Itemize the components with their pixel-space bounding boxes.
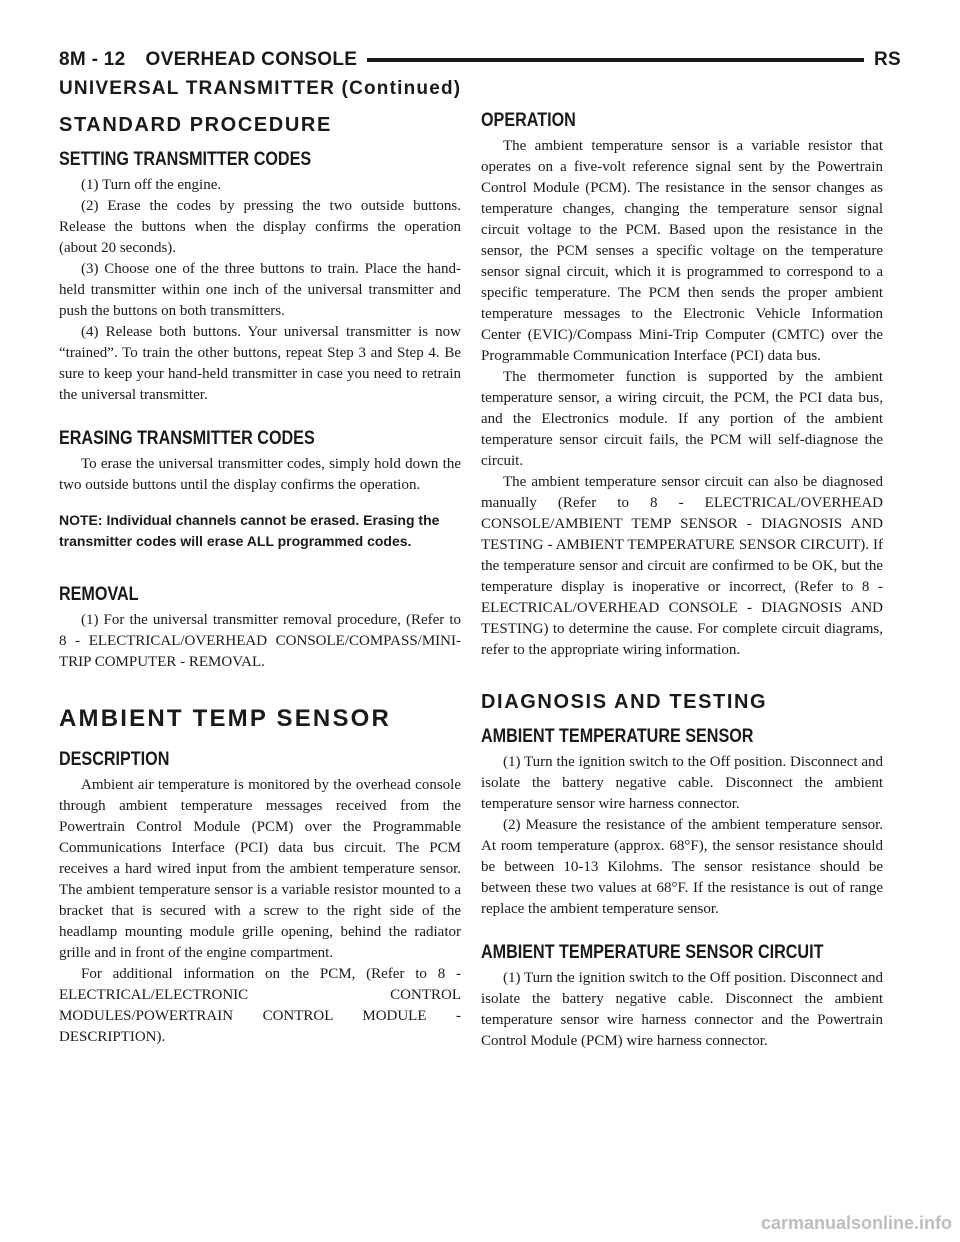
setting-step-1: (1) Turn off the engine.	[81, 177, 222, 193]
note-text: NOTE: Individual channels cannot be erased. Erasing the transmitter codes will erase ALL programmed codes.	[59, 512, 440, 549]
sensor-step-1: (1) Turn the ignition switch to the Off position. Disconnect and isolate the battery negative cable. Disconnect the ambient temperature sensor wire harness connector.	[481, 754, 883, 812]
diagnosis-testing-heading: DIAGNOSIS AND TESTING	[481, 691, 768, 713]
erasing-text: To erase the universal transmitter codes, simply hold down the two outside buttons until the display confirms the operation.	[59, 456, 461, 493]
description-heading: DESCRIPTION	[59, 749, 170, 770]
operation-paragraph-1: The ambient temperature sensor is a variable resistor that operates on a five-volt reference signal sent by the Powertrain Control Module (PCM). The resistance in the sensor changes as temperature changes, changing the temperature sensor signal circuit voltage to the PCM. Based upon the resistance in the sensor, the PCM senses a specific voltage on the temperature sensor signal circuit, which it is programmed to correspond to a specific temperature. The PCM then sends the proper ambient temperature messages to the Electronic Vehicle Information Center (EVIC)/Compass Mini-Trip Computer (CMTC) over the Programmable Communication Interface (PCI) data bus.	[481, 138, 883, 364]
setting-step-2: (2) Erase the codes by pressing the two outside buttons. Release the buttons when the display confirms the operation (about 20 seconds).	[59, 198, 461, 256]
header-rule	[367, 58, 864, 62]
right-column	[481, 110, 883, 1052]
operation-heading: OPERATION	[481, 110, 576, 131]
section-title: OVERHEAD CONSOLE	[145, 49, 358, 70]
standard-procedure-heading: STANDARD PROCEDURE	[59, 114, 332, 136]
removal-text: (1) For the universal transmitter removal procedure, (Refer to 8 - ELECTRICAL/OVERHEAD CONSOLE/COMPASS/MINI-TRIP COMPUTER - REMOVAL.	[59, 612, 461, 670]
operation-paragraph-2: The thermometer function is supported by the ambient temperature sensor, a wiring circuit, the PCM, the PCI data bus, and the Electronics module. If any portion of the ambient temperature sensor circuit fails, the PCM will self-diagnose the circuit.	[481, 369, 883, 469]
description-paragraph-1: Ambient air temperature is monitored by the overhead console through ambient temperature messages received from the Powertrain Control Module (PCM) over the Programmable Communications Interface (PCI) data bus circuit. The PCM receives a hard wired input from the ambient temperature sensor. The ambient temperature sensor is a variable resistor mounted to a bracket that is secured with a screw to the right side of the headlamp mounting module grille opening, behind the radiator grille and in front of the engine compartment.	[59, 777, 461, 961]
page-header	[59, 48, 901, 72]
left-column	[59, 110, 461, 1048]
removal-heading: REMOVAL	[59, 584, 139, 605]
description-paragraph-2: For additional information on the PCM, (Refer to 8 - ELECTRICAL/ELECTRONIC CONTROL MODULES/POWERTRAIN CONTROL MODULE - DESCRIPTION).	[59, 966, 461, 1045]
setting-codes-heading: SETTING TRANSMITTER CODES	[59, 149, 312, 170]
sensor-step-2: (2) Measure the resistance of the ambient temperature sensor. At room temperature (approx. 68°F), the sensor resistance should be between 10-13 Kilohms. The sensor resistance should be between these two values at 68°F. If the resistance is out of range replace the ambient temperature sensor.	[481, 817, 883, 917]
continued-title: UNIVERSAL TRANSMITTER (Continued)	[59, 78, 462, 99]
model-code: RS	[874, 49, 901, 70]
ambient-sensor-circuit-heading: AMBIENT TEMPERATURE SENSOR CIRCUIT	[481, 942, 824, 963]
erasing-codes-heading: ERASING TRANSMITTER CODES	[59, 428, 315, 449]
circuit-step-1: (1) Turn the ignition switch to the Off position. Disconnect and isolate the battery negative cable. Disconnect the ambient temperature sensor wire harness connector and the Powertrain Control Module (PCM) wire harness connector.	[481, 970, 883, 1049]
setting-step-4: (4) Release both buttons. Your universal transmitter is now “trained”. To train the other buttons, repeat Step 3 and Step 4. Be sure to keep your hand-held transmitter in case you need to retrain the universal transmitter.	[59, 324, 461, 403]
setting-step-3: (3) Choose one of the three buttons to train. Place the hand-held transmitter within one inch of the universal transmitter and push the buttons on both transmitters.	[59, 261, 461, 319]
page-number: 8M - 12	[59, 49, 126, 70]
ambient-sensor-heading: AMBIENT TEMPERATURE SENSOR	[481, 726, 754, 747]
watermark: carmanualsonline.info	[760, 1213, 952, 1233]
ambient-temp-sensor-heading: AMBIENT TEMP SENSOR	[59, 705, 392, 732]
operation-paragraph-3: The ambient temperature sensor circuit can also be diagnosed manually (Refer to 8 - ELECTRICAL/OVERHEAD CONSOLE/AMBIENT TEMP SENSOR - DIAGNOSIS AND TESTING - AMBIENT TEMPERATURE SENSOR CIRCUIT). If the temperature sensor and circuit are confirmed to be OK, but the temperature display is inoperative or incorrect, (Refer to 8 - ELECTRICAL/OVERHEAD CONSOLE - DIAGNOSIS AND TESTING) to determine the cause. For complete circuit diagrams, refer to the appropriate wiring information.	[481, 474, 883, 658]
